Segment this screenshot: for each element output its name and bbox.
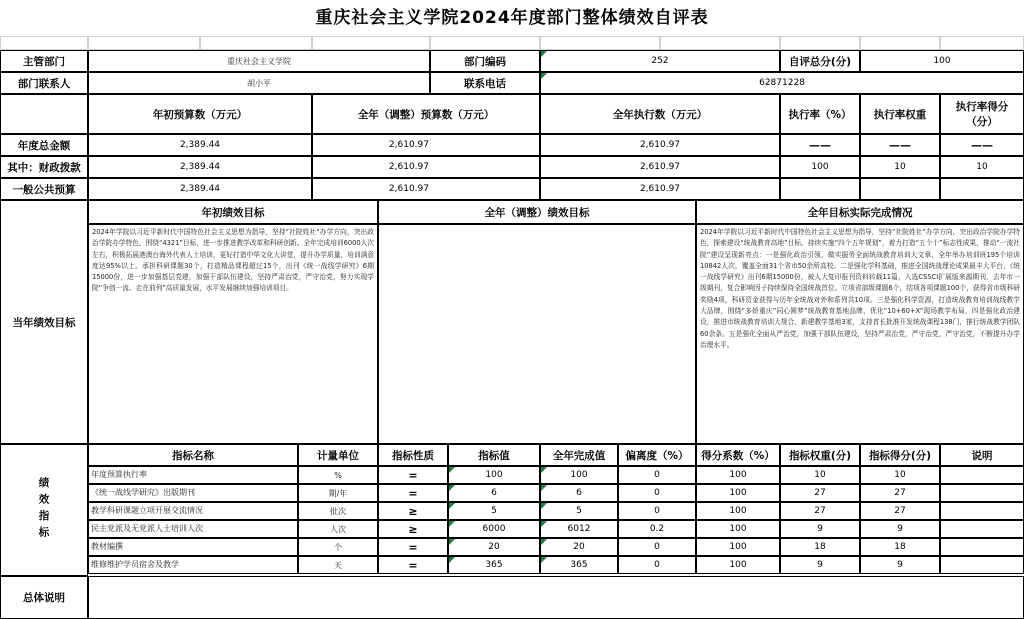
goals-initial-text: 2024年学院以习近平新时代中国特色社会主义思想为指导，坚持“社院姓社”办学方向，突出政治学院办学特色，围绕“4321”目标，进一步推进教学改革和科研创新。全年完成培训6000人次左右，积极拓展港澳台海外代表人士培训，更好打造中华文化大讲堂，提升办学质量，培训满意度达95%以上。承担科研课题30个，打造精品课程超过15个，出刊《统一战线学研究》6期15000份，进一步加强基层党建，加强干部队伍建设，坚持严肃治党，严守治党，努力实现学院“争创一流、走在前列”高质量发展，水平发展继续加强培训项目。 [88, 224, 378, 444]
budget-row-executed: 2,610.97 [540, 178, 780, 200]
indicator-cell-unit: 个 [298, 538, 378, 556]
indicator-cell-weight: 9 [780, 556, 860, 574]
budget-row-rate [780, 178, 860, 200]
ind-header-deviation: 偏离度（%） [618, 444, 696, 466]
budget-row-rate: 100 [780, 156, 860, 178]
budget-row-weight [860, 178, 940, 200]
summary-label: 总体说明 [0, 576, 88, 619]
budget-header-weight: 执行率权重 [860, 94, 940, 134]
cell-marker [541, 467, 547, 473]
indicator-cell-note [940, 502, 1024, 520]
budget-corner [0, 94, 88, 134]
budget-row-executed: 2,610.97 [540, 156, 780, 178]
indicator-cell-coef: 100 [696, 466, 780, 484]
cell-marker [449, 467, 455, 473]
indicator-cell-target: 20 [448, 538, 540, 556]
indicator-cell-target: 5 [448, 502, 540, 520]
indicator-cell-deviation: 0.2 [618, 520, 696, 538]
ind-header-weight: 指标权重(分) [780, 444, 860, 466]
indicator-cell-score: 9 [860, 520, 940, 538]
indicator-cell-target: 100 [448, 466, 540, 484]
cell-marker [449, 557, 455, 563]
indicator-cell-name: 教学科研课题立项开展交流情况 [88, 502, 298, 520]
budget-row-adjusted: 2,610.97 [312, 134, 540, 156]
cell-marker [541, 485, 547, 491]
indicator-cell-coef: 100 [696, 556, 780, 574]
indicator-cell-score: 27 [860, 502, 940, 520]
indicator-cell-unit: 人次 [298, 520, 378, 538]
budget-row-score: 10 [940, 156, 1024, 178]
cell-marker [449, 503, 455, 509]
indicator-cell-deviation: 0 [618, 502, 696, 520]
indicator-cell-coef: 100 [696, 520, 780, 538]
budget-row-weight: 10 [860, 156, 940, 178]
indicator-cell-score: 18 [860, 538, 940, 556]
indicator-cell-deviation: 0 [618, 538, 696, 556]
indicator-cell-weight: 27 [780, 484, 860, 502]
budget-row-adjusted: 2,610.97 [312, 178, 540, 200]
indicator-cell-unit: 期/年 [298, 484, 378, 502]
budget-header-score: 执行率得分（分） [940, 94, 1024, 134]
indicator-cell-actual: 6012 [540, 520, 618, 538]
budget-row-executed: 2,610.97 [540, 134, 780, 156]
indicator-cell-nature: ≥ [378, 520, 448, 538]
indicator-cell-nature: = [378, 556, 448, 574]
cell-marker [449, 521, 455, 527]
budget-row-rate: —— [780, 134, 860, 156]
summary-value [88, 576, 1024, 619]
indicator-cell-weight: 10 [780, 466, 860, 484]
indicator-cell-target: 6 [448, 484, 540, 502]
code-label: 部门编码 [430, 50, 540, 72]
indicator-cell-actual: 100 [540, 466, 618, 484]
indicator-cell-nature: = [378, 484, 448, 502]
budget-row-label: 其中：财政拨款 [0, 156, 88, 178]
dept-value: 重庆社会主义学院 [88, 50, 430, 72]
score-value: 100 [860, 50, 1024, 72]
ind-header-coef: 得分系数（%） [696, 444, 780, 466]
indicator-cell-unit: 天 [298, 556, 378, 574]
budget-row-adjusted: 2,610.97 [312, 156, 540, 178]
cell-marker [541, 503, 547, 509]
indicator-cell-score: 10 [860, 466, 940, 484]
ind-header-note: 说明 [940, 444, 1024, 466]
indicator-cell-note [940, 520, 1024, 538]
indicator-cell-weight: 9 [780, 520, 860, 538]
cell-marker [541, 539, 547, 545]
budget-row-label: 一般公共预算 [0, 178, 88, 200]
ind-header-actual: 全年完成值 [540, 444, 618, 466]
dept-label: 主管部门 [0, 50, 88, 72]
goals-section-label: 当年绩效目标 [0, 200, 88, 444]
ind-header-unit: 计量单位 [298, 444, 378, 466]
budget-header-rate: 执行率（%） [780, 94, 860, 134]
indicator-cell-name: 教材编撰 [88, 538, 298, 556]
indicator-cell-weight: 18 [780, 538, 860, 556]
indicator-cell-note [940, 466, 1024, 484]
code-value: 252 [540, 50, 780, 72]
cell-marker [541, 73, 547, 79]
indicator-cell-name: 年度预算执行率 [88, 466, 298, 484]
budget-row-weight: —— [860, 134, 940, 156]
ind-header-score: 指标得分(分) [860, 444, 940, 466]
cell-marker [449, 485, 455, 491]
goals-adjusted-header: 全年（调整）绩效目标 [378, 200, 696, 224]
indicator-cell-name: 维修维护学员宿舍及教学 [88, 556, 298, 574]
score-label: 自评总分(分) [780, 50, 860, 72]
ind-header-target: 指标值 [448, 444, 540, 466]
cell-marker [541, 521, 547, 527]
indicator-cell-actual: 6 [540, 484, 618, 502]
goals-actual-header: 全年目标实际完成情况 [696, 200, 1024, 224]
indicator-cell-deviation: 0 [618, 484, 696, 502]
budget-row-initial: 2,389.44 [88, 178, 312, 200]
ind-header-nature: 指标性质 [378, 444, 448, 466]
goals-actual-text: 2024年学院以习近平新时代中国特色社会主义思想为指导，坚持“社院姓社”办学方向，突出政治学院办学特色，探索建设“统战教育高地”目标，持续实施“四个五年规划”，着力打造“五个十”标志性成果，推动“一流社院”建设呈现新亮点：一是强化政治引领，做实服务全面统战教育培训大文章，全年举办培训班195个培训10842人次，覆盖全面31个省市50余所高校。二是强化学科基础，推进全国统战理论成果最丰大平台，《统一战线学研究》出刊6期15000份，被人大复印报刊资料转载11篇，入选CSSCI扩展版来源期刊，去年市一级期刊，复合影响因子持续保持全国统战首位。立项省部级课题6个，结项各项课题100个，获得省市级科研奖励4项，科研资金获得与历年全统战对外和系列共10项。三是强化科学资源，打造统战教育培训战线教学大品牌，围绕“多娇重庆”同心圆梦”统战教育基地品牌，优化“10+60+X”现场教学布局，四是强化政治建设，推进市统战教育培训大规合，新建教学基地3家，支持首长批准开发统战课程138门，推行统战教学团队60余条。五是强化全面从严治党，加强干部队伍建设，坚持严肃治党，严守治党，严守治党，不断提升办学治理水平。 [696, 224, 1024, 444]
budget-row-initial: 2,389.44 [88, 156, 312, 178]
indicator-cell-score: 27 [860, 484, 940, 502]
budget-header-adjusted: 全年（调整）预算数（万元） [312, 94, 540, 134]
indicator-cell-coef: 100 [696, 484, 780, 502]
goals-adjusted-text [378, 224, 696, 444]
indicator-cell-target: 365 [448, 556, 540, 574]
cell-marker [541, 51, 547, 57]
indicator-cell-nature: ≥ [378, 502, 448, 520]
indicator-cell-name: 《统一战线学研究》出版期刊 [88, 484, 298, 502]
cell-marker [541, 557, 547, 563]
indicator-cell-actual: 5 [540, 502, 618, 520]
indicator-cell-coef: 100 [696, 538, 780, 556]
indicator-cell-actual: 20 [540, 538, 618, 556]
cell-marker [449, 539, 455, 545]
indicator-cell-target: 6000 [448, 520, 540, 538]
indicator-cell-note [940, 556, 1024, 574]
budget-row-score: —— [940, 134, 1024, 156]
page-title: 重庆社会主义学院2024年度部门整体绩效自评表 [315, 8, 709, 28]
indicators-section-label: 绩效指标 [0, 444, 88, 576]
indicator-cell-unit: 批次 [298, 502, 378, 520]
budget-row-label: 年度总金额 [0, 134, 88, 156]
indicator-cell-actual: 365 [540, 556, 618, 574]
indicator-cell-weight: 27 [780, 502, 860, 520]
budget-header-executed: 全年执行数（万元） [540, 94, 780, 134]
phone-label: 联系电话 [430, 72, 540, 94]
indicator-cell-coef: 100 [696, 502, 780, 520]
indicator-cell-deviation: 0 [618, 556, 696, 574]
budget-row-score [940, 178, 1024, 200]
indicator-cell-score: 9 [860, 556, 940, 574]
indicator-cell-nature: = [378, 466, 448, 484]
indicator-cell-deviation: 0 [618, 466, 696, 484]
budget-row-initial: 2,389.44 [88, 134, 312, 156]
indicator-cell-name: 民主党派及无党派人士培训人次 [88, 520, 298, 538]
indicator-cell-note [940, 484, 1024, 502]
indicator-cell-nature: = [378, 538, 448, 556]
budget-header-initial: 年初预算数（万元） [88, 94, 312, 134]
contact-label: 部门联系人 [0, 72, 88, 94]
evaluation-sheet [0, 36, 1024, 619]
ind-header-name: 指标名称 [88, 444, 298, 466]
contact-value: 胡小平 [88, 72, 430, 94]
indicator-cell-note [940, 538, 1024, 556]
goals-initial-header: 年初绩效目标 [88, 200, 378, 224]
indicator-cell-unit: % [298, 466, 378, 484]
phone-value: 62871228 [540, 72, 1024, 94]
